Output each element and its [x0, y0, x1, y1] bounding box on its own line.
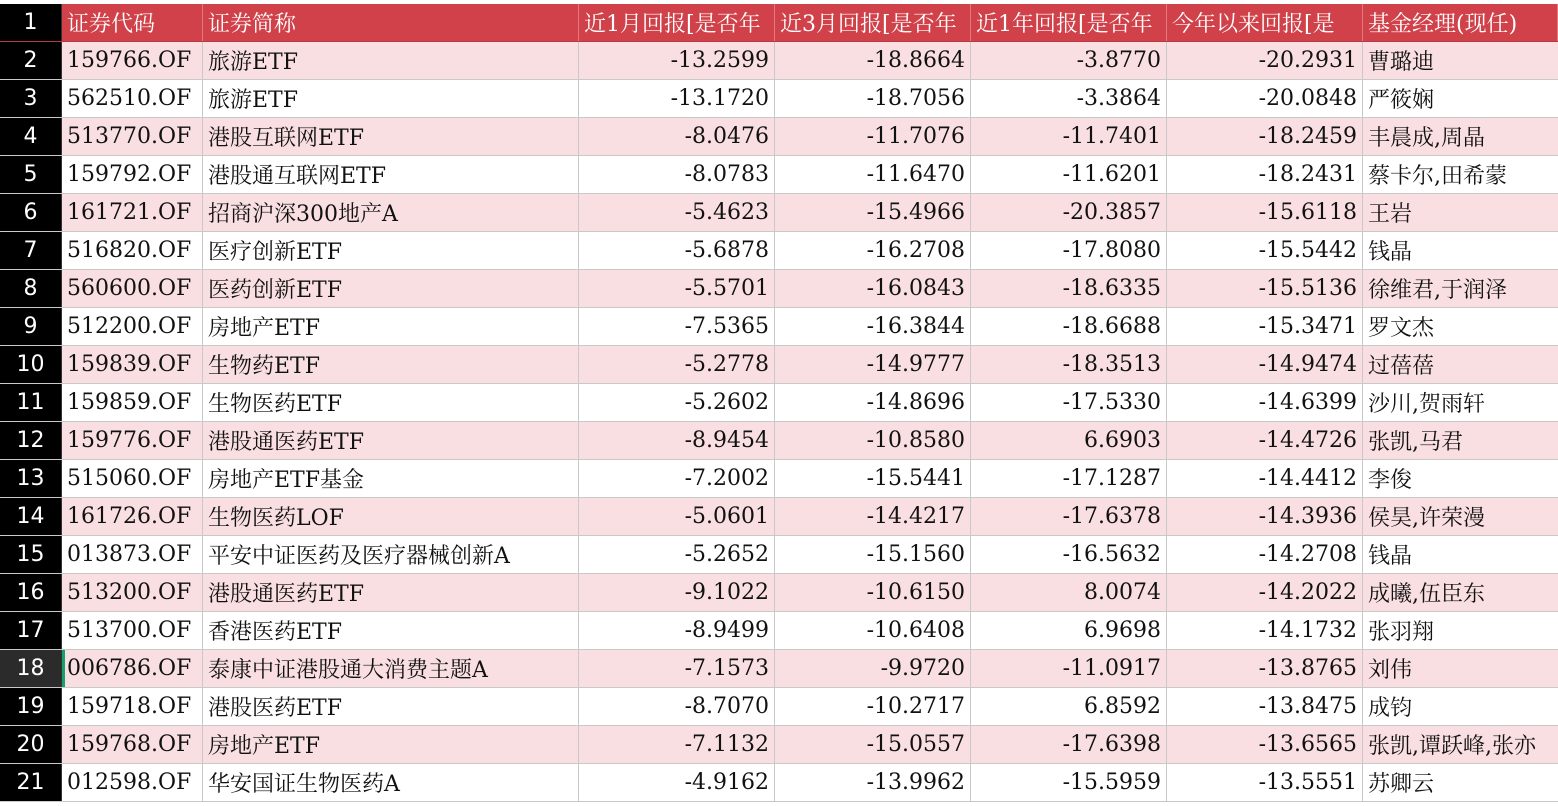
cell-return-1m[interactable]: -13.1720 [579, 80, 775, 117]
table-row[interactable] [0, 270, 1558, 308]
cell-manager[interactable]: 徐维君,于润泽 [1368, 278, 1507, 303]
cell-name[interactable]: 房地产ETF [203, 308, 579, 345]
cell-return-1m[interactable]: -7.1132 [579, 726, 775, 763]
cell-name[interactable]: 生物药ETF [203, 346, 579, 383]
row-number[interactable]: 17 [0, 612, 62, 649]
table-row[interactable] [0, 156, 1558, 194]
cell-return-ytd[interactable]: -14.6399 [1167, 384, 1363, 421]
cell-return-ytd[interactable]: -14.4412 [1167, 460, 1363, 497]
table-row[interactable] [0, 612, 1558, 650]
row-number[interactable]: 14 [0, 498, 62, 535]
table-row[interactable] [0, 764, 1558, 802]
cell-manager[interactable]: 罗文杰 [1368, 316, 1435, 341]
cell-return-ytd[interactable]: -18.2459 [1167, 118, 1363, 155]
cell-return-1y[interactable]: -11.6201 [971, 156, 1167, 193]
cell-return-3m[interactable]: -14.8696 [775, 384, 971, 421]
row-number[interactable]: 4 [0, 118, 62, 155]
table-row[interactable] [0, 536, 1558, 574]
cell-code[interactable]: 562510.OF [62, 80, 203, 117]
cell-return-1m[interactable]: -5.0601 [579, 498, 775, 535]
row-number[interactable]: 9 [0, 308, 62, 345]
cell-return-1m[interactable]: -5.2602 [579, 384, 775, 421]
cell-return-ytd[interactable]: -20.2931 [1167, 42, 1363, 79]
cell-name[interactable]: 旅游ETF [203, 80, 579, 117]
cell-return-1y[interactable]: -20.3857 [971, 194, 1167, 231]
cell-return-3m[interactable]: -10.8580 [775, 422, 971, 459]
cell-manager[interactable]: 沙川,贺雨轩 [1368, 392, 1485, 417]
table-row[interactable] [0, 118, 1558, 156]
cell-return-ytd[interactable]: -15.3471 [1167, 308, 1363, 345]
cell-return-ytd[interactable]: -20.0848 [1167, 80, 1363, 117]
table-row[interactable] [0, 42, 1558, 80]
table-row[interactable] [0, 726, 1558, 764]
row-number[interactable]: 15 [0, 536, 62, 573]
row-number[interactable]: 19 [0, 688, 62, 725]
cell-return-3m[interactable]: -13.9962 [775, 764, 971, 801]
cell-return-1m[interactable]: -8.0783 [579, 156, 775, 193]
cell-code[interactable]: 012598.OF [62, 764, 203, 801]
cell-manager[interactable]: 苏卿云 [1368, 772, 1435, 797]
cell-return-1m[interactable]: -7.1573 [579, 650, 775, 687]
cell-return-3m[interactable]: -15.5441 [775, 460, 971, 497]
cell-name[interactable]: 港股互联网ETF [203, 118, 579, 155]
cell-return-1y[interactable]: -17.6398 [971, 726, 1167, 763]
cell-name[interactable]: 港股通医药ETF [203, 422, 579, 459]
cell-code[interactable]: 513770.OF [62, 118, 203, 155]
cell-manager[interactable]: 钱晶 [1368, 544, 1413, 569]
cell-manager[interactable]: 蔡卡尔,田希蒙 [1368, 164, 1507, 189]
cell-name[interactable]: 港股医药ETF [203, 688, 579, 725]
cell-return-1y[interactable]: -17.8080 [971, 232, 1167, 269]
table-row[interactable] [0, 650, 1558, 688]
cell-return-ytd[interactable]: -14.9474 [1167, 346, 1363, 383]
column-header-return-3m[interactable]: 近3月回报[是否年 [775, 4, 971, 41]
cell-name[interactable]: 生物医药LOF [203, 498, 579, 535]
cell-name[interactable]: 房地产ETF [203, 726, 579, 763]
cell-return-ytd[interactable]: -13.8475 [1167, 688, 1363, 725]
row-number[interactable]: 13 [0, 460, 62, 497]
cell-return-3m[interactable]: -10.6408 [775, 612, 971, 649]
cell-code[interactable]: 159768.OF [62, 726, 203, 763]
row-number[interactable]: 2 [0, 42, 62, 79]
cell-return-3m[interactable]: -14.9777 [775, 346, 971, 383]
cell-manager[interactable]: 张凯,马君 [1368, 430, 1463, 455]
cell-code[interactable]: 159776.OF [62, 422, 203, 459]
table-row[interactable] [0, 232, 1558, 270]
cell-return-ytd[interactable]: -18.2431 [1167, 156, 1363, 193]
cell-return-1y[interactable]: -18.6688 [971, 308, 1167, 345]
cell-name[interactable]: 医疗创新ETF [203, 232, 579, 269]
column-header-return-1y[interactable]: 近1年回报[是否年 [971, 4, 1167, 41]
row-number[interactable]: 7 [0, 232, 62, 269]
row-number[interactable]: 20 [0, 726, 62, 763]
cell-code[interactable]: 159766.OF [62, 42, 203, 79]
cell-code[interactable]: 560600.OF [62, 270, 203, 307]
cell-code[interactable]: 159718.OF [62, 688, 203, 725]
cell-return-1m[interactable]: -7.5365 [579, 308, 775, 345]
column-header-manager[interactable]: 基金经理(现任) [1363, 4, 1558, 41]
cell-return-3m[interactable]: -11.7076 [775, 118, 971, 155]
cell-manager[interactable]: 成钧 [1368, 696, 1413, 721]
cell-return-1y[interactable]: 6.9698 [971, 612, 1167, 649]
cell-name[interactable]: 华安国证生物医药A [203, 764, 579, 801]
table-row[interactable] [0, 688, 1558, 726]
table-row[interactable] [0, 498, 1558, 536]
row-number[interactable]: 16 [0, 574, 62, 611]
cell-return-ytd[interactable]: -15.5136 [1167, 270, 1363, 307]
column-header-return-ytd[interactable]: 今年以来回报[是 [1167, 4, 1363, 41]
cell-name[interactable]: 旅游ETF [203, 42, 579, 79]
cell-name[interactable]: 招商沪深300地产A [203, 194, 579, 231]
cell-return-ytd[interactable]: -14.1732 [1167, 612, 1363, 649]
cell-return-ytd[interactable]: -13.6565 [1167, 726, 1363, 763]
cell-return-3m[interactable]: -15.1560 [775, 536, 971, 573]
cell-return-3m[interactable]: -9.9720 [775, 650, 971, 687]
cell-return-1m[interactable]: -5.4623 [579, 194, 775, 231]
cell-name[interactable]: 平安中证医药及医疗器械创新A [203, 536, 579, 573]
cell-manager[interactable]: 曹璐迪 [1368, 50, 1435, 75]
table-row[interactable] [0, 460, 1558, 498]
cell-code[interactable]: 515060.OF [62, 460, 203, 497]
cell-return-1y[interactable]: -3.8770 [971, 42, 1167, 79]
cell-return-1m[interactable]: -7.2002 [579, 460, 775, 497]
cell-return-ytd[interactable]: -13.8765 [1167, 650, 1363, 687]
row-number[interactable]: 11 [0, 384, 62, 421]
column-header-name[interactable]: 证券简称 [203, 4, 579, 41]
cell-return-1y[interactable]: 6.6903 [971, 422, 1167, 459]
cell-return-ytd[interactable]: -14.2022 [1167, 574, 1363, 611]
cell-return-ytd[interactable]: -14.4726 [1167, 422, 1363, 459]
table-row[interactable] [0, 346, 1558, 384]
row-number[interactable]: 12 [0, 422, 62, 459]
cell-return-1m[interactable]: -9.1022 [579, 574, 775, 611]
cell-return-3m[interactable]: -15.0557 [775, 726, 971, 763]
cell-return-1y[interactable]: -11.0917 [971, 650, 1167, 687]
cell-return-1y[interactable]: -3.3864 [971, 80, 1167, 117]
cell-return-1m[interactable]: -5.2778 [579, 346, 775, 383]
cell-return-3m[interactable]: -15.4966 [775, 194, 971, 231]
cell-return-1m[interactable]: -8.0476 [579, 118, 775, 155]
cell-return-1y[interactable]: -17.5330 [971, 384, 1167, 421]
cell-return-1y[interactable]: -16.5632 [971, 536, 1167, 573]
cell-manager[interactable]: 李俊 [1368, 468, 1413, 493]
cell-code[interactable]: 513700.OF [62, 612, 203, 649]
cell-name[interactable]: 生物医药ETF [203, 384, 579, 421]
cell-return-3m[interactable]: -18.7056 [775, 80, 971, 117]
cell-name[interactable]: 港股通医药ETF [203, 574, 579, 611]
cell-return-3m[interactable]: -10.2717 [775, 688, 971, 725]
table-row[interactable] [0, 574, 1558, 612]
cell-return-1y[interactable]: 6.8592 [971, 688, 1167, 725]
cell-return-3m[interactable]: -11.6470 [775, 156, 971, 193]
cell-manager[interactable]: 王岩 [1368, 202, 1413, 227]
cell-return-3m[interactable]: -16.3844 [775, 308, 971, 345]
cell-return-3m[interactable]: -16.0843 [775, 270, 971, 307]
cell-return-1m[interactable]: -13.2599 [579, 42, 775, 79]
cell-return-1y[interactable]: -15.5959 [971, 764, 1167, 801]
cell-name[interactable]: 医药创新ETF [203, 270, 579, 307]
cell-return-1y[interactable]: -11.7401 [971, 118, 1167, 155]
cell-manager[interactable]: 过蓓蓓 [1368, 354, 1435, 379]
cell-return-1m[interactable]: -5.2652 [579, 536, 775, 573]
cell-code[interactable]: 013873.OF [62, 536, 203, 573]
cell-code[interactable]: 006786.OF [62, 650, 203, 687]
cell-return-ytd[interactable]: -15.6118 [1167, 194, 1363, 231]
table-row[interactable] [0, 80, 1558, 118]
row-number[interactable]: 10 [0, 346, 62, 383]
cell-code[interactable]: 161721.OF [62, 194, 203, 231]
cell-manager[interactable]: 钱晶 [1368, 240, 1413, 265]
row-number[interactable]: 6 [0, 194, 62, 231]
table-row[interactable] [0, 194, 1558, 232]
cell-manager[interactable]: 成曦,伍臣东 [1368, 582, 1485, 607]
cell-return-1m[interactable]: -8.9499 [579, 612, 775, 649]
cell-return-3m[interactable]: -14.4217 [775, 498, 971, 535]
cell-manager[interactable]: 刘伟 [1368, 658, 1413, 683]
row-header[interactable]: 1 [0, 4, 62, 41]
cell-code[interactable]: 516820.OF [62, 232, 203, 269]
cell-return-ytd[interactable]: -13.5551 [1167, 764, 1363, 801]
cell-return-1y[interactable]: 8.0074 [971, 574, 1167, 611]
cell-code[interactable]: 159792.OF [62, 156, 203, 193]
cell-name[interactable]: 房地产ETF基金 [203, 460, 579, 497]
cell-return-1m[interactable]: -5.5701 [579, 270, 775, 307]
cell-manager[interactable]: 侯昊,许荣漫 [1368, 506, 1485, 531]
row-number[interactable]: 18 [0, 650, 62, 687]
row-number[interactable]: 5 [0, 156, 62, 193]
cell-code[interactable]: 512200.OF [62, 308, 203, 345]
cell-name[interactable]: 香港医药ETF [203, 612, 579, 649]
cell-code[interactable]: 513200.OF [62, 574, 203, 611]
row-number[interactable]: 3 [0, 80, 62, 117]
header-row [0, 4, 1558, 42]
cell-return-3m[interactable]: -16.2708 [775, 232, 971, 269]
row-number[interactable]: 8 [0, 270, 62, 307]
cell-code[interactable]: 159839.OF [62, 346, 203, 383]
table-row[interactable] [0, 308, 1558, 346]
cell-name[interactable]: 港股通互联网ETF [203, 156, 579, 193]
cell-return-ytd[interactable]: -15.5442 [1167, 232, 1363, 269]
cell-manager[interactable]: 严筱娴 [1368, 88, 1435, 113]
column-header-return-1m[interactable]: 近1月回报[是否年 [579, 4, 775, 41]
cell-code[interactable]: 161726.OF [62, 498, 203, 535]
row-number[interactable]: 21 [0, 764, 62, 801]
cell-manager[interactable]: 张凯,谭跃峰,张亦 [1368, 734, 1536, 759]
cell-return-1y[interactable]: -17.6378 [971, 498, 1167, 535]
cell-return-ytd[interactable]: -14.3936 [1167, 498, 1363, 535]
cell-return-3m[interactable]: -18.8664 [775, 42, 971, 79]
cell-manager[interactable]: 张羽翔 [1368, 620, 1435, 645]
cell-code[interactable]: 159859.OF [62, 384, 203, 421]
cell-return-3m[interactable]: -10.6150 [775, 574, 971, 611]
cell-return-1y[interactable]: -18.6335 [971, 270, 1167, 307]
cell-return-1m[interactable]: -8.7070 [579, 688, 775, 725]
cell-return-ytd[interactable]: -14.2708 [1167, 536, 1363, 573]
cell-return-1m[interactable]: -8.9454 [579, 422, 775, 459]
cell-return-1m[interactable]: -4.9162 [579, 764, 775, 801]
cell-manager[interactable]: 丰晨成,周晶 [1368, 126, 1485, 151]
cell-return-1m[interactable]: -5.6878 [579, 232, 775, 269]
table-row[interactable] [0, 384, 1558, 422]
cell-return-1y[interactable]: -17.1287 [971, 460, 1167, 497]
column-header-code[interactable]: 证券代码 [62, 4, 203, 41]
table-row[interactable] [0, 422, 1558, 460]
cell-return-1y[interactable]: -18.3513 [971, 346, 1167, 383]
cell-name[interactable]: 泰康中证港股通大消费主题A [203, 650, 579, 687]
